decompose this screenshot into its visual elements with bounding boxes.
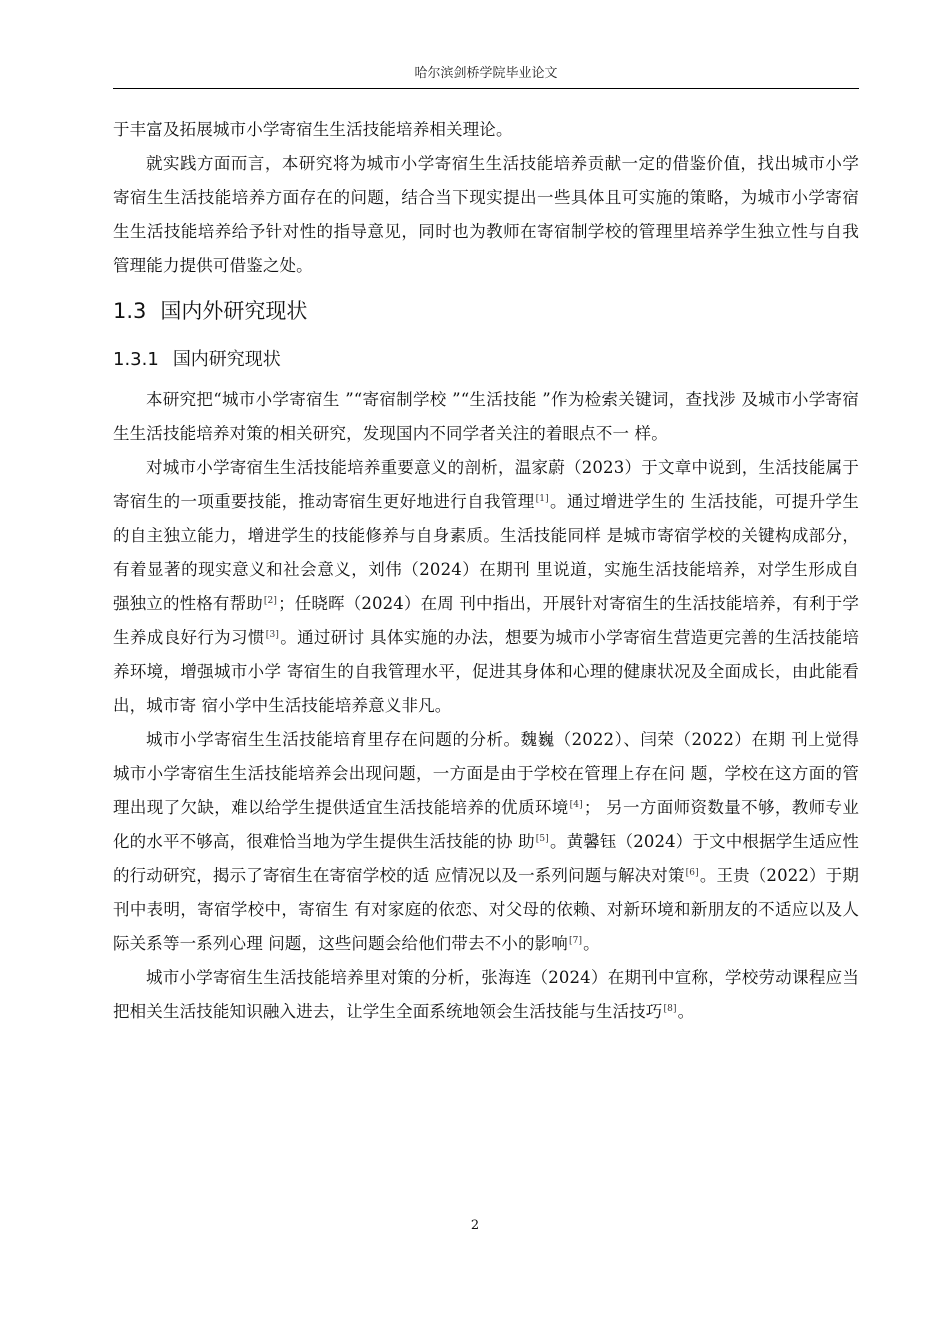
citation-ref: [5] (535, 834, 549, 844)
citation-ref: [3] (265, 630, 279, 640)
page-body (113, 113, 859, 1029)
citation-ref: [4] (569, 800, 583, 810)
section-number: 1.3 (113, 299, 147, 323)
citation-ref: [8] (663, 1004, 677, 1014)
paragraph: 于丰富及拓展城市小学寄宿生生活技能培养相关理论。 (113, 120, 513, 139)
paragraph (113, 961, 859, 1029)
citation-ref: [6] (685, 868, 699, 878)
citation-ref: [2] (263, 596, 278, 606)
subsection-title: 国内研究现状 (172, 349, 281, 370)
paragraph (113, 451, 859, 723)
paragraph-text: 。通过研讨 具体实施的办法，想要为城市小学寄宿生营造更完善的生活技能培养环境，增强城市小学 寄宿生的自我管理水平，促进其身体和心理的健康状况及全面成长，由此能看出，城市寄 宿小学中生活技能培养意义非凡。 (113, 628, 859, 715)
paragraph-text: 。王贵（2022）于期刊中表明，寄宿学校中，寄宿生 有对家庭的依恋、对父母的依赖、对新环境和新朋友的不适应以及人际关系等一系列心理 问题，这些问题会给他们带去不小的影响 (113, 866, 859, 953)
paragraph-text: 。黄馨钰（2024）于文中根据学生适应性的行动研究，揭示了寄宿生在寄宿学校的适 应情况以及一系列问题与解决对策 (113, 832, 859, 885)
paragraph-text: 对城市小学寄宿生生活技能培养重要意义的剖析，温家蔚（2023）于文章中说到，生活技能属于寄宿生的一项重要技能，推动寄宿生更好地进行自我管理 (113, 458, 859, 511)
paragraph-text: 。 (677, 1002, 695, 1021)
paragraph-text: 。 (583, 934, 600, 953)
paragraph: 本研究把“城市小学寄宿生 ”“寄宿制学校 ”“生活技能 ”作为检索关键词，查找涉 及城市小学寄宿生生活技能培养对策的相关研究，发现国内不同学者关注的着眼点不一 样。 (113, 390, 859, 443)
paragraph-text: ； 另一方面师资数量不够，教师专业化的水平不够高，很难恰当地为学生提供生活技能的协 助 (113, 798, 859, 851)
paragraph-text: 。通过增进学生的 生活技能，可提升学生的自主独立能力，增进学生的技能修养与自身素质。生活技能同样 是城市寄宿学校的关键构成部分，有着显著的现实意义和社会意义，刘伟（2024）在期刊 里说道，实施生活技能培养，对学生形成自强独立的性格有帮助 (113, 492, 859, 613)
paragraph-text: 城市小学寄宿生生活技能培养里对策的分析，张海连（2024）在期刊中宣称，学校劳动课程应当把相关生活技能知识融入进去，让学生全面系统地领会生活技能与生活技巧 (113, 968, 859, 1021)
subsection-heading (113, 337, 859, 383)
section-title: 国内外研究现状 (160, 299, 308, 323)
paragraph (113, 723, 859, 961)
citation-ref: [7] (568, 936, 583, 946)
section-heading (113, 287, 859, 335)
citation-ref: [1] (535, 494, 549, 504)
paragraph-text: ；任晓晖（2024）在周 刊中指出，开展针对寄宿生的生活技能培养，有利于学生养成良好行为习惯 (113, 594, 859, 647)
subsection-number: 1.3.1 (113, 349, 159, 370)
page-number: 2 (470, 1218, 480, 1233)
paragraph-text: 城市小学寄宿生生活技能培育里存在问题的分析。魏巍（2022）、闫荣（2022）在期 刊上觉得城市小学寄宿生生活技能培养会出现问题，一方面是由于学校在管理上存在问 题，学校在这方面的管理出现了欠缺，难以给学生提供适宜生活技能培养的优质环境 (113, 730, 859, 817)
page-header: 哈尔滨剑桥学院毕业论文 (414, 66, 558, 81)
paragraph: 就实践方面而言，本研究将为城市小学寄宿生生活技能培养贡献一定的借鉴价值，找出城市小学寄宿生生活技能培养方面存在的问题，结合当下现实提出一些具体且可实施的策略，为城市小学寄宿生生活技能培养给予针对性的指导意见，同时也为教师在寄宿制学校的管理里培养学生独立性与自我管理能力提供可借鉴之处。 (113, 154, 859, 275)
header-rule (113, 88, 859, 89)
